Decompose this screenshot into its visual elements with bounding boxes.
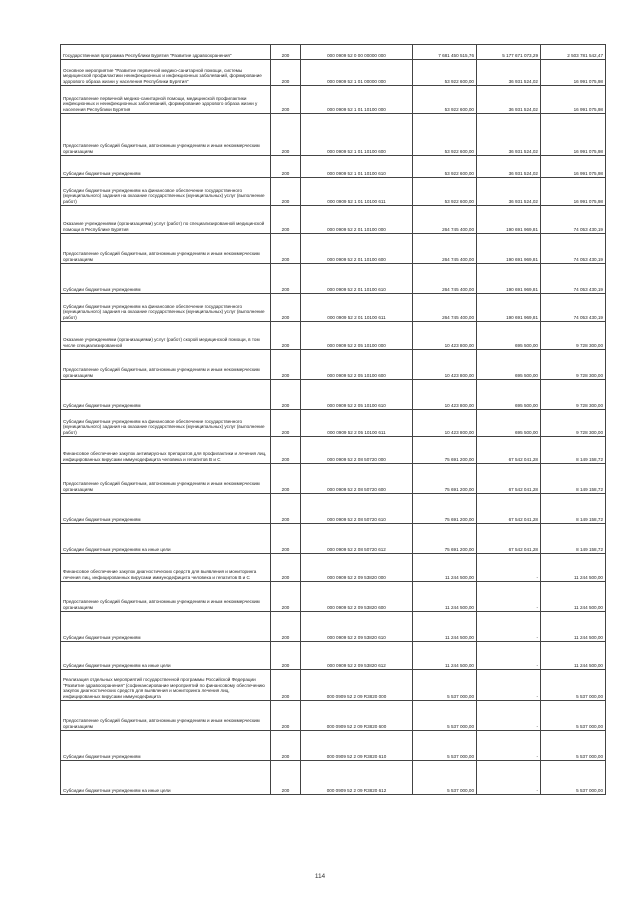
row-approved-amount-cell: 264 745 400,00 (413, 234, 477, 264)
row-approved-amount-cell: 10 423 800,00 (413, 322, 477, 350)
report-sheet (60, 44, 605, 795)
row-approved-amount-cell: 75 691 200,00 (413, 464, 477, 494)
row-approved-amount-cell: 53 922 600,00 (413, 156, 477, 178)
row-classification-code-cell: 000 0909 52 2 01 10100 610 (301, 264, 413, 294)
row-executed-amount-cell: 36 931 524,02 (477, 178, 541, 206)
row-name-cell: Предоставление субсидий бюджетным, автономным учреждениям и иным некоммерческим организациям (61, 582, 271, 612)
row-approved-amount-cell: 11 244 500,00 (413, 612, 477, 642)
row-classification-code-cell: 000 0909 52 1 01 00000 000 (301, 60, 413, 86)
table-row (61, 86, 606, 114)
table-body (61, 45, 606, 795)
row-unexecuted-amount-cell: 8 149 158,72 (541, 437, 606, 464)
row-unexecuted-amount-cell: 16 991 075,98 (541, 156, 606, 178)
row-approved-amount-cell: 11 244 500,00 (413, 642, 477, 670)
row-classification-code-cell: 000 0909 52 2 05 10100 611 (301, 410, 413, 437)
row-unexecuted-amount-cell: 2 503 781 542,47 (541, 45, 606, 60)
row-name-cell: Субсидии бюджетным учреждениям на финансовое обеспечение государственного (муниципального) задания на оказание государственных (муниципальных) услуг (выполнение работ) (61, 294, 271, 322)
row-classification-code-cell: 000 0909 52 2 01 10100 600 (301, 234, 413, 264)
table-row (61, 380, 606, 410)
row-unexecuted-amount-cell: 16 991 075,98 (541, 114, 606, 156)
row-executed-amount-cell: - (477, 582, 541, 612)
row-code-cell: 200 (271, 178, 301, 206)
budget-execution-table (60, 44, 606, 795)
row-unexecuted-amount-cell: 5 537 000,00 (541, 761, 606, 795)
row-executed-amount-cell: - (477, 554, 541, 582)
row-classification-code-cell: 000 0909 52 2 05 10100 600 (301, 350, 413, 380)
row-name-cell: Предоставление субсидий бюджетным, автономным учреждениям и иным некоммерческим организациям (61, 464, 271, 494)
row-name-cell: Субсидии бюджетным учреждениям (61, 494, 271, 524)
table-row (61, 524, 606, 554)
row-code-cell: 200 (271, 437, 301, 464)
table-row (61, 437, 606, 464)
row-approved-amount-cell: 53 922 600,00 (413, 178, 477, 206)
row-executed-amount-cell: 190 691 969,81 (477, 294, 541, 322)
row-name-cell: Предоставление первичной медико-санитарной помощи, медицинской профилактики инфекционных и неинфекционных заболеваний, формирование здорового образа жизни у населения Республики Бурятия (61, 86, 271, 114)
row-classification-code-cell: 000 0909 52 2 09 53820 000 (301, 554, 413, 582)
row-unexecuted-amount-cell: 16 991 075,98 (541, 178, 606, 206)
row-executed-amount-cell: 67 542 041,28 (477, 524, 541, 554)
row-executed-amount-cell: 36 931 524,02 (477, 60, 541, 86)
row-classification-code-cell: 000 0909 52 1 01 10100 610 (301, 156, 413, 178)
row-classification-code-cell: 000 0909 52 2 01 10100 000 (301, 206, 413, 234)
row-name-cell: Предоставление субсидий бюджетным, автономным учреждениям и иным некоммерческим организациям (61, 350, 271, 380)
row-name-cell: Субсидии бюджетным учреждениям (61, 264, 271, 294)
row-code-cell: 200 (271, 642, 301, 670)
row-classification-code-cell: 000 0909 52 2 09 R3820 600 (301, 701, 413, 731)
row-name-cell: Субсидии бюджетным учреждениям на финансовое обеспечение государственного (муниципального) задания на оказание государственных (муниципальных) услуг (выполнение работ) (61, 410, 271, 437)
table-row (61, 350, 606, 380)
table-row (61, 264, 606, 294)
row-unexecuted-amount-cell: 11 244 500,00 (541, 642, 606, 670)
table-row (61, 670, 606, 701)
row-approved-amount-cell: 11 244 500,00 (413, 554, 477, 582)
table-row (61, 612, 606, 642)
row-name-cell: Основное мероприятие "Развитие первичной медико-санитарной помощи, системы медицинской профилактики неинфекционных и инфекционных заболеваний, формирование здорового образа жизни у населения Республики Бурятия" (61, 60, 271, 86)
table-row (61, 234, 606, 264)
row-name-cell: Субсидии бюджетным учреждениям на финансовое обеспечение государственного (муниципального) задания на оказание государственных (муниципальных) услуг (выполнение работ) (61, 178, 271, 206)
row-executed-amount-cell: - (477, 612, 541, 642)
table-row (61, 701, 606, 731)
row-unexecuted-amount-cell: 5 537 000,00 (541, 670, 606, 701)
row-code-cell: 200 (271, 670, 301, 701)
row-unexecuted-amount-cell: 8 149 158,72 (541, 524, 606, 554)
row-unexecuted-amount-cell: 16 991 075,98 (541, 86, 606, 114)
table-row (61, 582, 606, 612)
row-approved-amount-cell: 5 537 000,00 (413, 701, 477, 731)
row-executed-amount-cell: - (477, 731, 541, 761)
row-code-cell: 200 (271, 234, 301, 264)
row-unexecuted-amount-cell: 74 053 430,19 (541, 264, 606, 294)
row-approved-amount-cell: 264 745 400,00 (413, 264, 477, 294)
row-classification-code-cell: 000 0909 52 2 01 10100 611 (301, 294, 413, 322)
row-name-cell: Предоставление субсидий бюджетным, автономным учреждениям и иным некоммерческим организациям (61, 114, 271, 156)
row-unexecuted-amount-cell: 5 537 000,00 (541, 731, 606, 761)
row-classification-code-cell: 000 0909 52 2 05 10100 610 (301, 380, 413, 410)
row-approved-amount-cell: 53 922 600,00 (413, 114, 477, 156)
row-code-cell: 200 (271, 494, 301, 524)
row-code-cell: 200 (271, 294, 301, 322)
row-code-cell: 200 (271, 264, 301, 294)
row-name-cell: Государственная программа Республики Бурятия "Развитие здравоохранения" (61, 45, 271, 60)
table-row (61, 554, 606, 582)
row-unexecuted-amount-cell: 11 244 500,00 (541, 582, 606, 612)
row-classification-code-cell: 000 0909 52 1 01 10100 611 (301, 178, 413, 206)
row-classification-code-cell: 000 0909 52 2 09 R3820 612 (301, 761, 413, 795)
row-executed-amount-cell: - (477, 642, 541, 670)
row-code-cell: 200 (271, 350, 301, 380)
table-row (61, 206, 606, 234)
row-name-cell: Финансовое обеспечение закупок диагностических средств для выявления и мониторинга лечения лиц, инфицированных вирусами иммунодефицита человека и гепатитов В и С (61, 554, 271, 582)
page-number: 114 (314, 873, 326, 880)
row-code-cell: 200 (271, 582, 301, 612)
row-executed-amount-cell: - (477, 701, 541, 731)
row-code-cell: 200 (271, 612, 301, 642)
row-classification-code-cell: 000 0909 52 2 09 53820 612 (301, 642, 413, 670)
row-executed-amount-cell: 67 542 041,28 (477, 437, 541, 464)
row-executed-amount-cell: 190 691 969,81 (477, 206, 541, 234)
row-executed-amount-cell: 695 500,00 (477, 410, 541, 437)
row-unexecuted-amount-cell: 74 053 430,19 (541, 234, 606, 264)
row-classification-code-cell: 000 0909 52 2 09 R3820 610 (301, 731, 413, 761)
table-row (61, 761, 606, 795)
row-approved-amount-cell: 11 244 500,00 (413, 582, 477, 612)
row-classification-code-cell: 000 0909 52 2 09 53820 610 (301, 612, 413, 642)
row-name-cell: Предоставление субсидий бюджетным, автономным учреждениям и иным некоммерческим организациям (61, 701, 271, 731)
row-executed-amount-cell: 695 500,00 (477, 380, 541, 410)
row-unexecuted-amount-cell: 74 053 430,19 (541, 206, 606, 234)
row-classification-code-cell: 000 0909 52 2 08 50720 610 (301, 494, 413, 524)
row-approved-amount-cell: 10 423 800,00 (413, 350, 477, 380)
row-approved-amount-cell: 264 745 400,00 (413, 206, 477, 234)
row-classification-code-cell: 000 0909 52 1 01 10100 600 (301, 114, 413, 156)
row-unexecuted-amount-cell: 8 149 158,72 (541, 494, 606, 524)
row-code-cell: 200 (271, 761, 301, 795)
row-approved-amount-cell: 75 691 200,00 (413, 524, 477, 554)
row-name-cell: Субсидии бюджетным учреждениям (61, 612, 271, 642)
row-classification-code-cell: 000 0909 52 0 00 00000 000 (301, 45, 413, 60)
table-row (61, 114, 606, 156)
row-executed-amount-cell: 36 931 524,02 (477, 156, 541, 178)
table-row (61, 410, 606, 437)
row-code-cell: 200 (271, 554, 301, 582)
row-approved-amount-cell: 10 423 800,00 (413, 410, 477, 437)
row-name-cell: Оказание учреждениями (организациями) услуг (работ) скорой медицинской помощи, в том числе специализированной (61, 322, 271, 350)
row-unexecuted-amount-cell: 9 728 300,00 (541, 350, 606, 380)
row-executed-amount-cell: - (477, 670, 541, 701)
row-name-cell: Субсидии бюджетным учреждениям на иные цели (61, 642, 271, 670)
row-name-cell: Оказание учреждениями (организациями) услуг (работ) по специализированной медицинской помощи в Республике Бурятия (61, 206, 271, 234)
table-row (61, 60, 606, 86)
row-approved-amount-cell: 5 537 000,00 (413, 670, 477, 701)
row-name-cell: Субсидии бюджетным учреждениям на иные цели (61, 524, 271, 554)
row-executed-amount-cell: 36 931 524,02 (477, 86, 541, 114)
row-unexecuted-amount-cell: 11 244 500,00 (541, 612, 606, 642)
row-name-cell: Субсидии бюджетным учреждениям (61, 380, 271, 410)
row-code-cell: 200 (271, 114, 301, 156)
row-name-cell: Субсидии бюджетным учреждениям (61, 731, 271, 761)
row-name-cell: Реализация отдельных мероприятий государственной программы Российской Федерации "Развитие здравоохранения" (софинансирование мероприятий по финансовому обеспечению закупок диагностических средств для выявления и мониторинга лечения лиц, инфицированных вирусами иммунодефицита (61, 670, 271, 701)
row-executed-amount-cell: 67 542 041,28 (477, 464, 541, 494)
row-code-cell: 200 (271, 156, 301, 178)
row-code-cell: 200 (271, 464, 301, 494)
row-executed-amount-cell: 695 500,00 (477, 350, 541, 380)
row-classification-code-cell: 000 0909 52 2 08 50720 000 (301, 437, 413, 464)
row-name-cell: Предоставление субсидий бюджетным, автономным учреждениям и иным некоммерческим организациям (61, 234, 271, 264)
row-unexecuted-amount-cell: 74 053 430,19 (541, 294, 606, 322)
row-approved-amount-cell: 264 745 400,00 (413, 294, 477, 322)
row-approved-amount-cell: 75 691 200,00 (413, 437, 477, 464)
row-code-cell: 200 (271, 380, 301, 410)
row-code-cell: 200 (271, 206, 301, 234)
table-row (61, 464, 606, 494)
table-row (61, 642, 606, 670)
row-classification-code-cell: 000 0909 52 2 09 53820 600 (301, 582, 413, 612)
row-code-cell: 200 (271, 60, 301, 86)
table-row (61, 178, 606, 206)
row-approved-amount-cell: 5 537 000,00 (413, 731, 477, 761)
row-unexecuted-amount-cell: 9 728 300,00 (541, 322, 606, 350)
table-row (61, 731, 606, 761)
row-code-cell: 200 (271, 410, 301, 437)
row-code-cell: 200 (271, 45, 301, 60)
table-row (61, 45, 606, 60)
row-executed-amount-cell: 190 691 969,81 (477, 234, 541, 264)
row-name-cell: Финансовое обеспечение закупок антивирусных препаратов для профилактики и лечения лиц, инфицированных вирусами иммунодефицита человека и гепатитов В и С (61, 437, 271, 464)
row-executed-amount-cell: 190 691 969,81 (477, 264, 541, 294)
row-approved-amount-cell: 53 922 600,00 (413, 60, 477, 86)
row-unexecuted-amount-cell: 9 728 300,00 (541, 410, 606, 437)
row-unexecuted-amount-cell: 8 149 158,72 (541, 464, 606, 494)
row-executed-amount-cell: 67 542 041,28 (477, 494, 541, 524)
row-code-cell: 200 (271, 524, 301, 554)
row-approved-amount-cell: 10 423 800,00 (413, 380, 477, 410)
row-classification-code-cell: 000 0909 52 2 08 50720 600 (301, 464, 413, 494)
row-executed-amount-cell: 36 931 524,02 (477, 114, 541, 156)
row-classification-code-cell: 000 0909 52 1 01 10100 000 (301, 86, 413, 114)
row-unexecuted-amount-cell: 11 244 500,00 (541, 554, 606, 582)
table-row (61, 322, 606, 350)
table-row (61, 294, 606, 322)
row-unexecuted-amount-cell: 9 728 300,00 (541, 380, 606, 410)
row-classification-code-cell: 000 0909 52 2 05 10100 000 (301, 322, 413, 350)
row-executed-amount-cell: 695 500,00 (477, 322, 541, 350)
row-executed-amount-cell: - (477, 761, 541, 795)
row-classification-code-cell: 000 0909 52 2 09 R3820 000 (301, 670, 413, 701)
row-approved-amount-cell: 53 922 600,00 (413, 86, 477, 114)
row-code-cell: 200 (271, 731, 301, 761)
row-approved-amount-cell: 5 537 000,00 (413, 761, 477, 795)
row-approved-amount-cell: 75 691 200,00 (413, 494, 477, 524)
row-code-cell: 200 (271, 86, 301, 114)
row-code-cell: 200 (271, 701, 301, 731)
row-name-cell: Субсидии бюджетным учреждениям на иные цели (61, 761, 271, 795)
row-classification-code-cell: 000 0909 52 2 08 50720 612 (301, 524, 413, 554)
row-unexecuted-amount-cell: 5 537 000,00 (541, 701, 606, 731)
row-unexecuted-amount-cell: 16 991 075,98 (541, 60, 606, 86)
row-executed-amount-cell: 5 177 671 073,29 (477, 45, 541, 60)
table-row (61, 156, 606, 178)
row-approved-amount-cell: 7 681 450 515,76 (413, 45, 477, 60)
row-code-cell: 200 (271, 322, 301, 350)
row-name-cell: Субсидии бюджетным учреждениям (61, 156, 271, 178)
table-row (61, 494, 606, 524)
